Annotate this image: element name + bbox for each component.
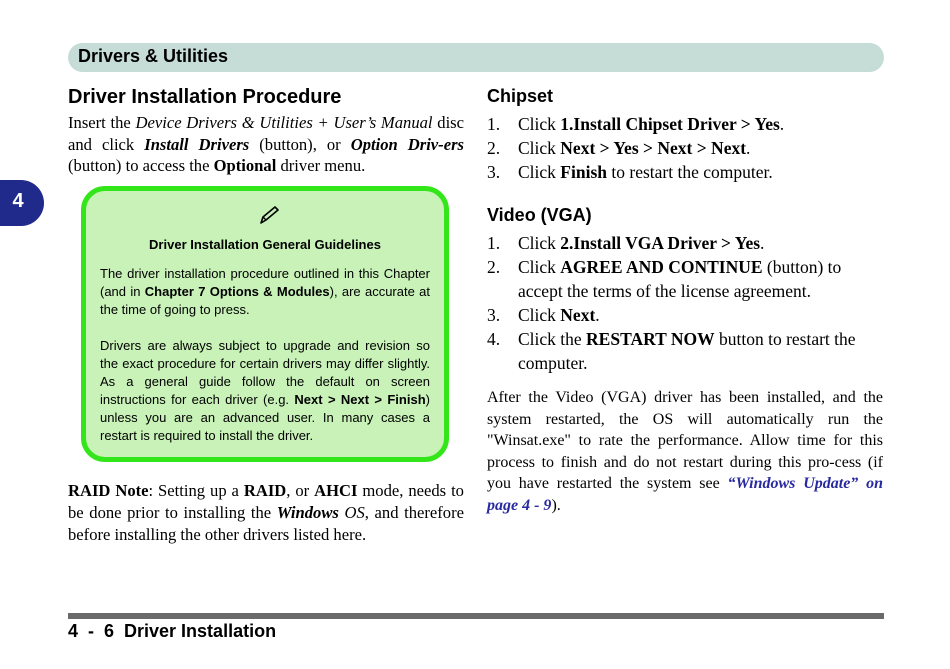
list-item: 1. Click 1.Install Chipset Driver > Yes. [487, 114, 785, 134]
raid-note-paragraph: RAID Note: Setting up a RAID, or AHCI mode, needs to be done prior to installing the Windows OS, and therefore before installing the other drivers listed here. [68, 481, 464, 544]
list-item: 2. Click Next > Yes > Next > Next. [487, 138, 751, 158]
optional-label: Optional [213, 156, 277, 175]
windows-update-link[interactable]: “Windows Update” on page 4 - 9 [487, 475, 884, 514]
vga-after-paragraph: After the Video (VGA) driver has been installed, and the system restarted, the OS will automatically run the "Winsat.exe" to rate the performance. Allow time for this process to finish and do not restart during this pro-cess (if you have restarted the system see “Windows Update” on page 4 - 9). [487, 389, 884, 514]
guidelines-note-box [81, 186, 449, 462]
chipset-heading: Chipset [487, 86, 554, 106]
list-item: 1. Click 2.Install VGA Driver > Yes. [487, 233, 765, 253]
chapter-tab[interactable] [0, 180, 44, 226]
chapter-number: 4 [12, 190, 24, 212]
vga-heading: Video (VGA) [487, 205, 592, 225]
list-item: 3. Click Next. [487, 305, 600, 325]
list-item: 2. Click AGREE AND CONTINUE (button) to accept the terms of the license agreement. [487, 257, 842, 301]
install-drivers-label: Install Drivers [144, 134, 250, 154]
option-drivers-label: Option Driv-ers [350, 134, 464, 154]
guidelines-title: Driver Installation General Guidelines [149, 237, 381, 252]
guidelines-paragraph-1: The driver installation procedure outlined in this Chapter (and in Chapter 7 Options & Modules), are accurate at the time of going to press. [100, 266, 430, 317]
list-item: 3. Click Finish to restart the computer. [487, 162, 773, 182]
section-header-title: Drivers & Utilities [78, 46, 229, 66]
section-header-bar [68, 43, 884, 72]
intro-paragraph: Insert the Device Drivers & Utilities + User’s Manual disc and click Install Drivers (button), or Option Driv-ers (button) to access the Optional driver menu. [68, 113, 465, 175]
footer-page-label: 4 - 6 Driver Installation [68, 621, 277, 641]
chipset-steps-list [487, 112, 883, 184]
page-title: Driver Installation Procedure [68, 86, 342, 108]
list-item: 4. Click the RESTART NOW button to restart the computer. [487, 329, 856, 373]
footer-divider [68, 613, 884, 619]
guidelines-paragraph-2: Drivers are always subject to upgrade and revision so the exact procedure for certain drivers may differ slightly. As a general guide follow the default on screen instructions for each driver (e.g. Next > Next > Finish) unless you are an advanced user. In many cases a restart is required to install the driver. [100, 338, 430, 443]
vga-steps-list [487, 231, 883, 375]
pencil-icon [258, 205, 280, 225]
manual-name: Device Drivers & Utilities + User’s Manual [135, 113, 433, 132]
raid-note-label: RAID Note [68, 481, 149, 500]
